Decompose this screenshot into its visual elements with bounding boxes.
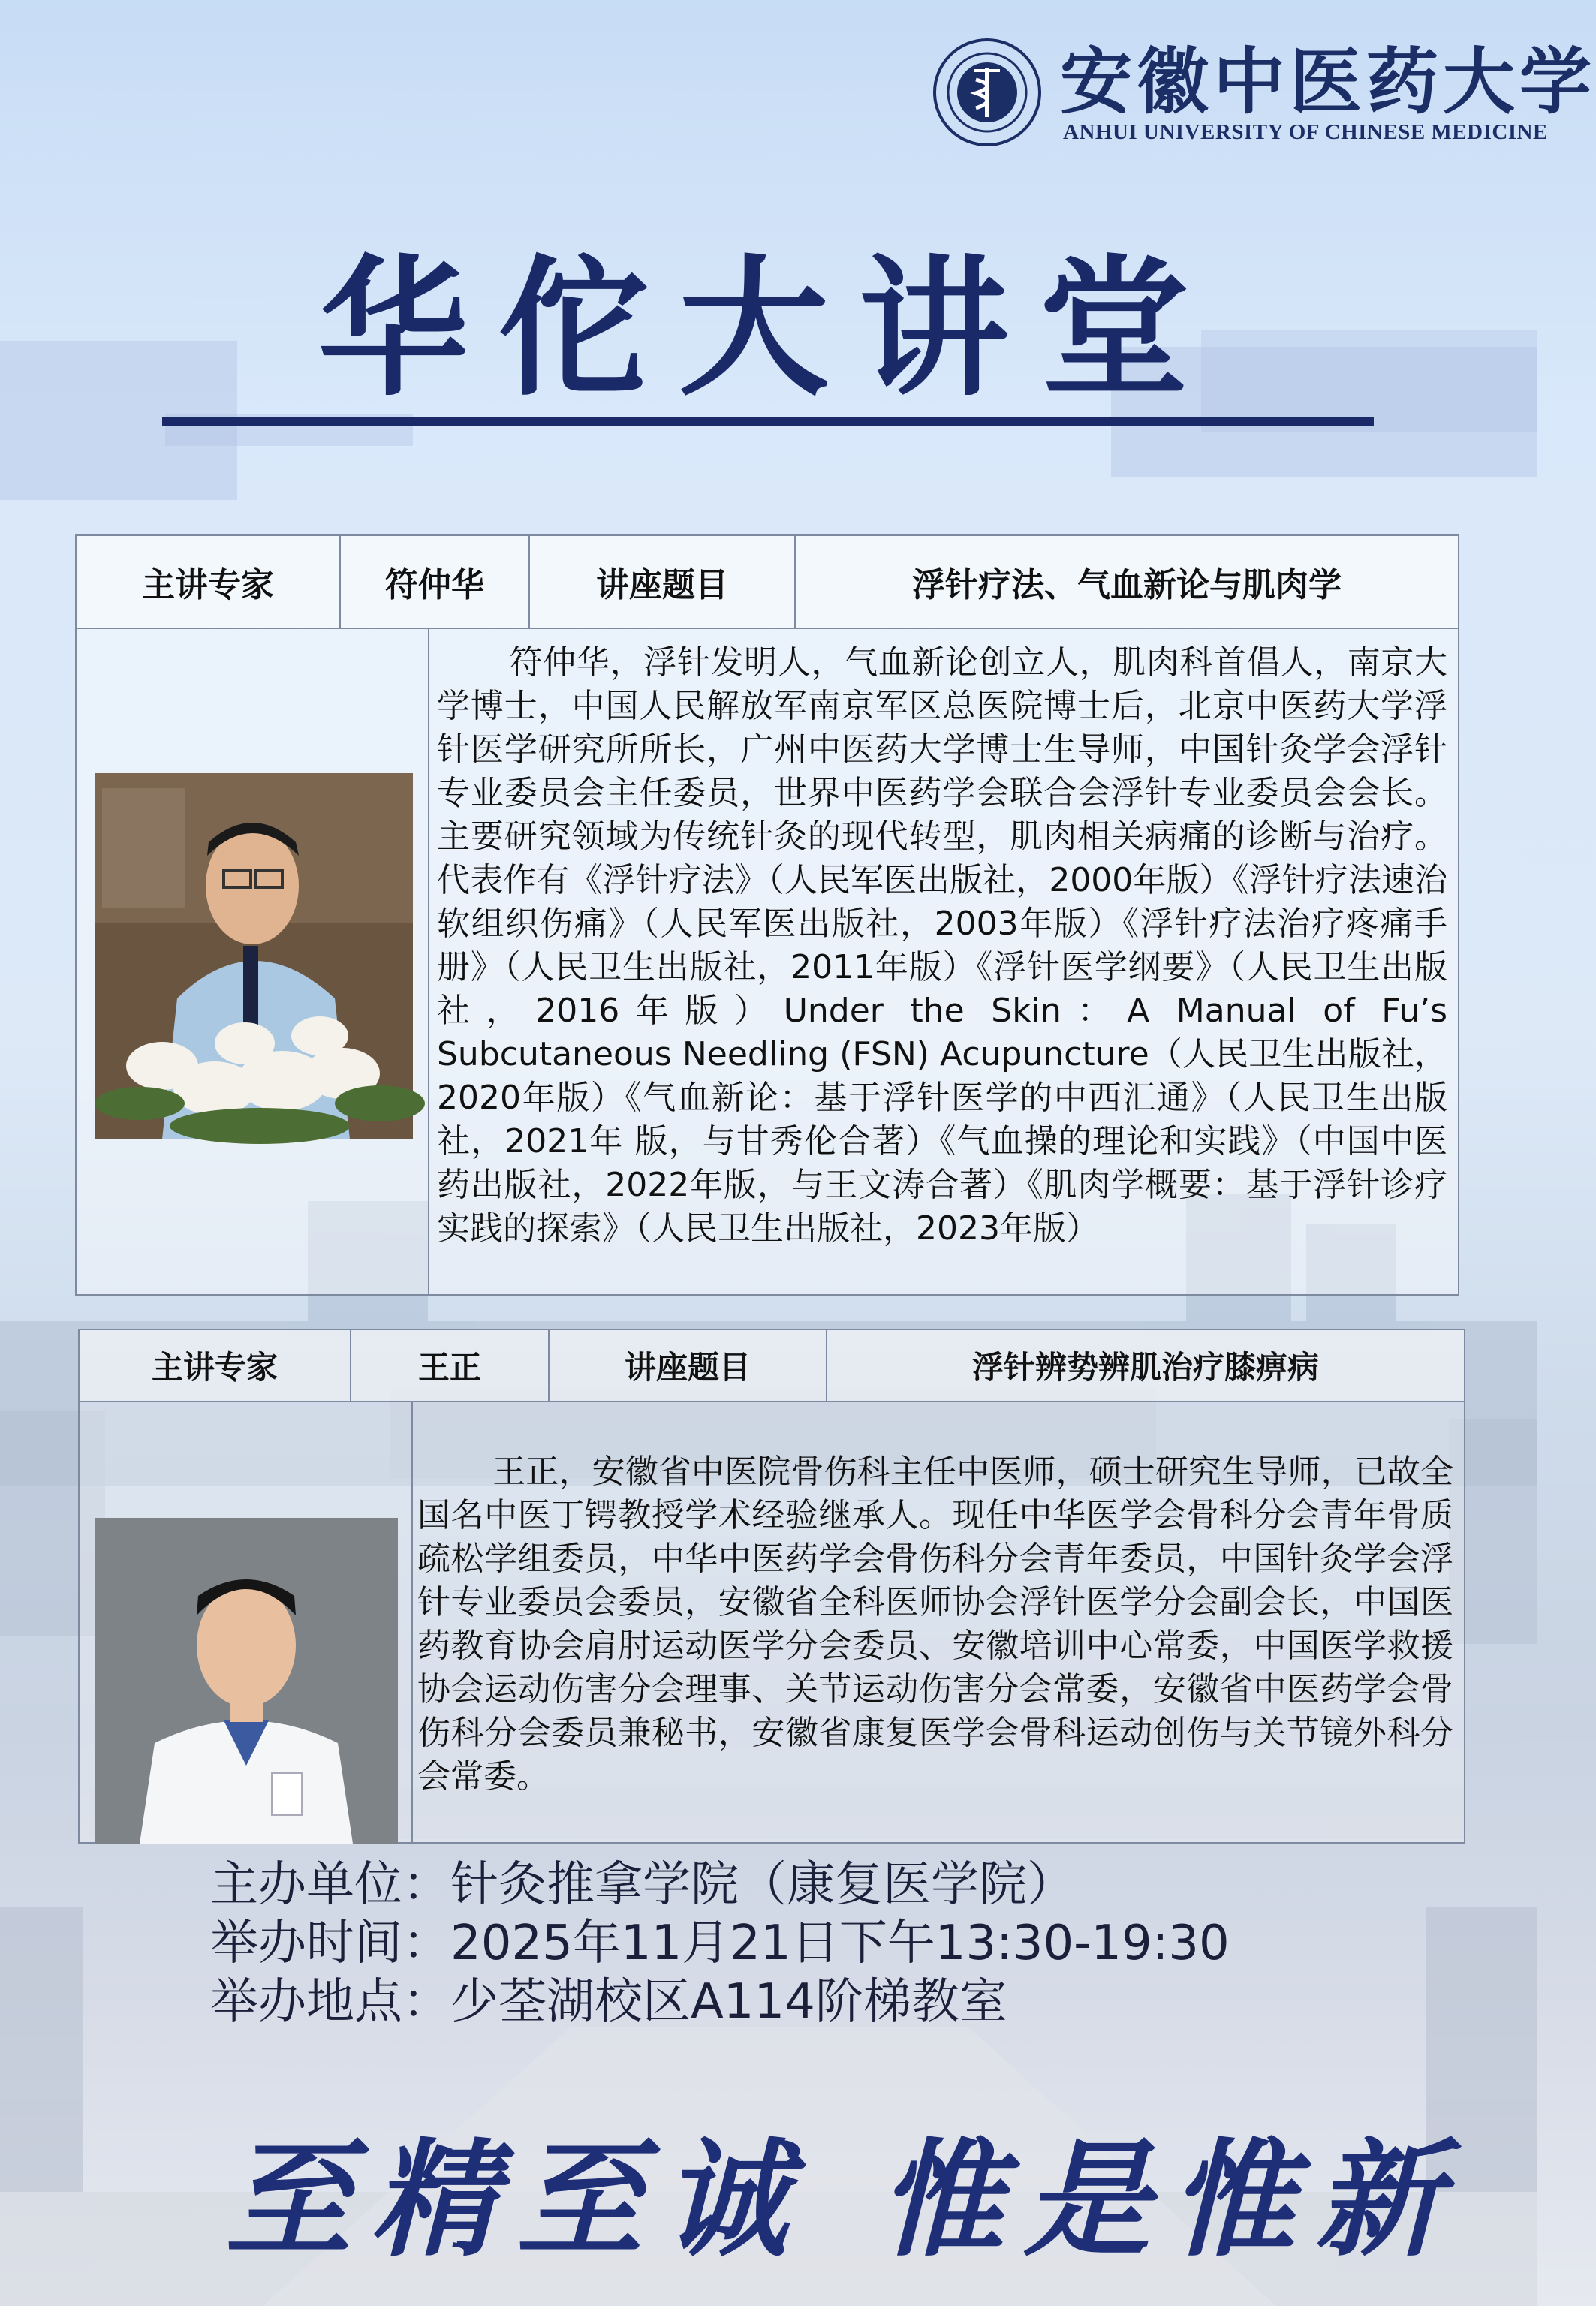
- speaker-label: 主讲专家: [80, 1330, 351, 1401]
- lecture-header-1: [77, 536, 1458, 629]
- photo-column: [80, 1401, 413, 1842]
- title-underline: [0, 0, 1537, 525]
- event-venue: 举办地点：少荃湖校区A114阶梯教室: [210, 1974, 1007, 2030]
- event-info: [210, 1856, 1230, 2031]
- speaker-bio-text: 符仲华，浮针发明人，气血新论创立人，肌肉科首倡人，南京大学博士，中国人民解放军南京军区总医院博士后，北京中医药大学浮针医学研究所所长，广州中医药大学博士生导师，中国针灸学会浮针专业委员会主任委员，世界中医药学会联合会浮针专业委员会会长。主要研究领域为传统针灸的现代转型，肌肉相关病痛的诊断与治疗。代表作有《浮针疗法》（人民军医出版社，2000年版）《浮针疗法速治软组织伤痛》（人民军医出版社，2003年版）《浮针疗法治疗疼痛手册》（人民卫生出版社，2011年版）《浮针医学纲要》（人民卫生出版社，2016年版）Under the Skin：A Manual of Fu’s Subcutaneous Needling (FSN) Acupuncture（人民卫生出版社，2020年版）《气血新论：基于浮针医学的中西汇通》（人民卫生出版社，2021年 版，与甘秀伦合著）《气血操的理论和实践》（中国中医药出版社，2022年版，与王文涛合著）《肌肉学概要：基于浮针诊疗实践的探索》（人民卫生出版社，2023年版）: [437, 643, 1447, 1248]
- lecture-header-2: [80, 1330, 1464, 1402]
- university-name-en: ANHUI UNIVERSITY OF CHINESE MEDICINE: [1063, 120, 1548, 144]
- speaker-name: 王正: [351, 1330, 550, 1401]
- speaker-label: 主讲专家: [77, 536, 341, 628]
- lecture-topic: 浮针辨势辨肌治疗膝痹病: [971, 1349, 1319, 1386]
- speaker-bio-text: 王正，安徽省中医院骨伤科主任中医师，硕士研究生导师，已故全国名中医丁锷教授学术经验继承人。现任中华医学会骨科分会青年骨质疏松学组委员，中华中医药学会骨伤科分会青年委员，中国针灸学会浮针专业委员会委员，安徽省全科医师协会浮针医学分会副会长，中国医药教育协会肩肘运动医学分会委员、安徽培训中心常委，中国医学救援协会运动伤害分会理事、关节运动伤害分会常委，安徽省中医药学会骨伤科分会委员兼秘书，安徽省康复医学会骨科运动创伤与关节镜外科分会常委。: [417, 1453, 1453, 1796]
- motto-left: 至精至诚: [225, 2125, 808, 2274]
- speaker-bio: [417, 1450, 1453, 1799]
- page-title: 华佗大讲堂: [318, 240, 1219, 417]
- speaker-name: 符仲华: [341, 536, 530, 628]
- university-name-cn: 安徽中医药大学: [1060, 39, 1596, 124]
- motto-right: 惟是惟新: [878, 2125, 1461, 2274]
- lecture-topic: 浮针疗法、气血新论与肌肉学: [912, 566, 1342, 604]
- speaker-photo: [95, 773, 413, 1139]
- lecture-card-1: [75, 534, 1459, 1296]
- event-host: 主办单位：针灸推拿学院（康复医学院）: [210, 1857, 1075, 1913]
- topic-label: 讲座题目: [530, 536, 796, 628]
- photo-column: [77, 628, 429, 1294]
- topic-label: 讲座题目: [550, 1330, 827, 1401]
- event-time: 举办时间：2025年11月21日下午13:30-19:30: [210, 1916, 1230, 1971]
- lecture-card-2: [78, 1329, 1465, 1844]
- speaker-photo: [95, 1518, 398, 1844]
- speaker-bio: [437, 641, 1447, 1251]
